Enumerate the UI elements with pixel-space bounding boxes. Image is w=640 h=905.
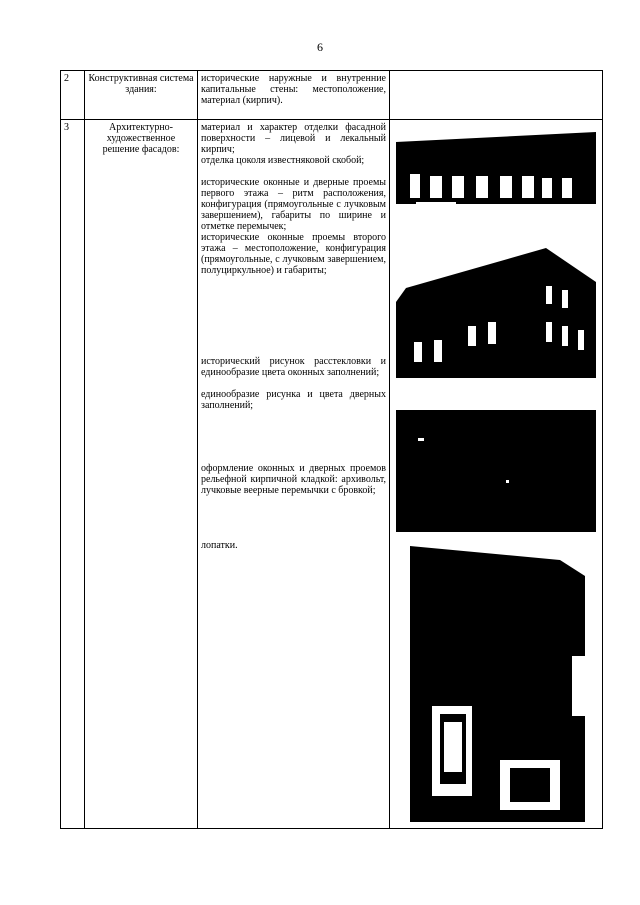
building-facade-photo [396,124,596,216]
description-item: единообразие рисунка и цвета дверных заполнений; [201,389,386,411]
description-item: лопатки. [201,540,238,551]
description-item: материал и характер отделки фасадной поверхности – лицевой и лекальный кирпич; [201,122,386,155]
building-corner-photo [396,242,596,390]
row-image-cell [390,71,603,120]
row-number: 2 [61,71,85,120]
description-item: исторические оконные проемы второго этажа – местоположение, конфигурация (прямоугольные, с лучковым завершением, полуциркульное) и габариты; [201,232,386,276]
row-description [198,71,390,120]
table-row [61,120,603,829]
description-item: исторический рисунок расстекловки и единообразие цвета оконных заполнений; [201,356,386,378]
wall-detail-photo [410,546,585,822]
window-detail-photo [396,404,596,532]
row-image-cell [390,120,603,829]
protection-object-table [60,70,603,829]
row-description [198,120,390,829]
description-item: оформление оконных и дверных проемов рельефной кирпичной кладкой: архивольт, лучковые веерные перемычки с бровкой; [201,463,386,496]
description-item: отделка цоколя известняковой скобой; [201,155,365,166]
row-title: Конструктивная система здания: [85,71,198,120]
row-title: Архитектурно-художественное решение фасадов: [85,120,198,829]
description-item: исторические оконные и дверные проемы первого этажа – ритм расположения, конфигурация (прямоугольные с лучковым завершением), габариты по ширине и отметке перемычек; [201,177,386,232]
table-row [61,71,603,120]
page-number: 6 [317,40,323,54]
description-item: исторические наружные и внутренние капитальные стены: местоположение, материал (кирпич). [201,73,386,106]
row-number: 3 [61,120,85,829]
